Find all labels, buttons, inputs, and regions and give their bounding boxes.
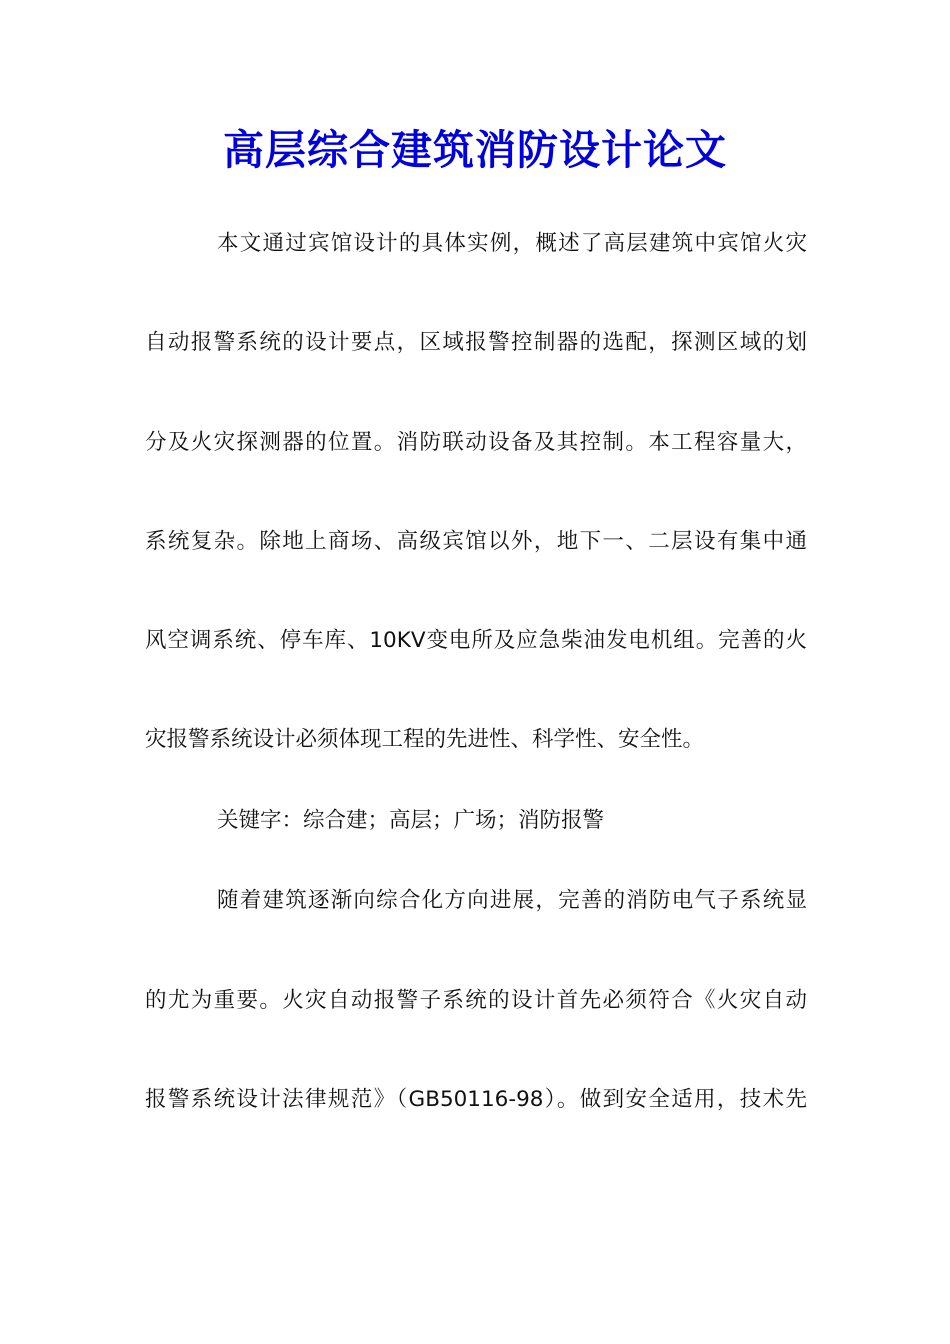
abstract-line: 系统复杂。除地上商场、高级宾馆以外，地下一、二层设有集中通 bbox=[145, 529, 807, 554]
abstract-line: 本文通过宾馆设计的具体实例，概述了高层建筑中宾馆火灾 bbox=[217, 231, 807, 256]
keywords-line: 关键字：综合建；高层；广场；消防报警 bbox=[217, 808, 605, 833]
abstract-line: 风空调系统、停车库、10KV变电所及应急柴油发电机组。完善的火 bbox=[145, 628, 807, 653]
abstract-line: 自动报警系统的设计要点，区域报警控制器的选配，探测区域的划 bbox=[145, 330, 807, 355]
document-title: 高层综合建筑消防设计论文 bbox=[223, 126, 727, 174]
body-line: 随着建筑逐渐向综合化方向进展，完善的消防电气子系统显 bbox=[217, 888, 807, 913]
abstract-line: 分及火灾探测器的位置。消防联动设备及其控制。本工程容量大， bbox=[145, 430, 807, 455]
body-line: 报警系统设计法律规范》（GB50116-98）。做到安全适用，技术先 bbox=[145, 1087, 807, 1112]
body-line: 的尤为重要。火灾自动报警子系统的设计首先必须符合《火灾自动 bbox=[145, 988, 807, 1013]
abstract-line: 灾报警系统设计必须体现工程的先进性、科学性、安全性。 bbox=[145, 727, 705, 752]
